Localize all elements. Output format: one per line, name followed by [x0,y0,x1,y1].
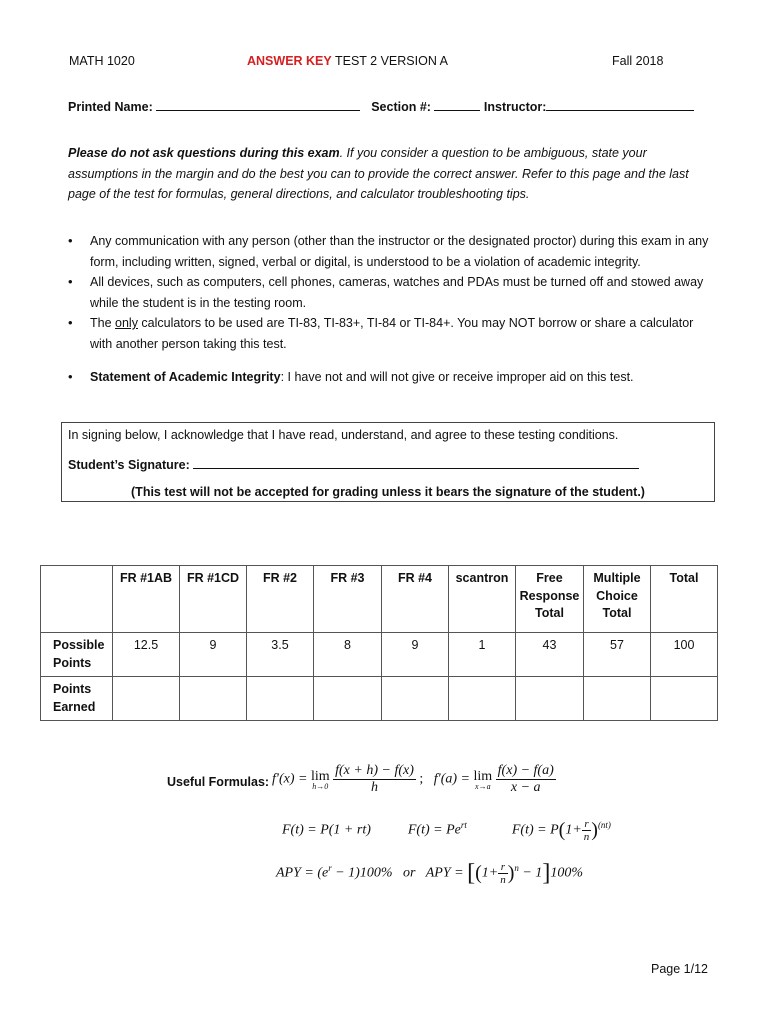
printed-name-label: Printed Name: [68,100,153,114]
table-header-cell: Free Response Total [516,566,584,633]
table-cell: 57 [584,633,651,677]
rule-calculators-pre: The [90,316,116,330]
table-header-row [41,566,718,633]
derivative-formula: f′(x) = lim h→0 $\frac{f(x + h) - f(x)}{h}$ ; f′(a) = lim x→a $\frac{f(x) - f(a)}{x - a}$ [272,763,554,795]
table-header-cell: FR #3 [314,566,382,633]
course-code: MATH 1020 [69,54,135,68]
rule-calculators [66,313,716,354]
rule-calculators-post: calculators to be used are TI-83, TI-83+, TI-84 or TI-84+. You may NOT borrow or share a calculator with another person taking this test. [90,316,694,351]
rule-devices: • All devices, such as computers, cell phones, cameras, watches and PDAs must be turned off and stowed away while the student is in the testing room. [66,272,716,313]
table-row [41,677,718,721]
table-header-cell: FR #4 [382,566,449,633]
table-cell: 9 [382,633,449,677]
table-cell: 1 [449,633,516,677]
table-cell: 12.5 [113,633,180,677]
table-header-cell: FR #1AB [113,566,180,633]
table-cell[interactable] [113,677,180,721]
acknowledgement-text: In signing below, I acknowledge that I have read, understand, and agree to these testing conditions. [68,428,619,442]
table-header-cell: FR #2 [247,566,314,633]
table-cell[interactable] [382,677,449,721]
table-cell: 8 [314,633,382,677]
term-label: Fall 2018 [612,54,664,68]
table-header-cell: Total [651,566,718,633]
test-title [247,54,448,68]
instructions-text: . If you consider a question to be ambiguous, state your assumptions in the margin and do the best you can to provide the correct answer. Refer to this page and the last page of the test for formulas, general directions, and calculator troubleshooting tips. [68,146,689,201]
table-cell: 100 [651,633,718,677]
table-corner-cell [41,566,113,633]
page-number: Page 1/12 [651,962,708,976]
student-info-row [68,98,694,114]
acknowledgement-box [61,422,715,502]
table-cell[interactable] [180,677,247,721]
signature-label: Student’s Signature: [68,458,190,472]
instructor-label: Instructor: [483,100,547,114]
interest-formulas: F(t) = P(1 + rt) $F(t) = Pe^{rt}$ F(t) = P(1+ $\frac{r}{n}$ )$^{(nt)}$ [282,818,611,843]
section-label: Section #: [371,100,431,114]
integrity-text: : I have not and will not give or receive improper aid on this test. [280,370,634,384]
exam-rules-list [66,231,716,388]
signature-row [68,456,639,472]
instructor-field[interactable] [546,98,694,111]
or-word: or [403,865,416,881]
table-header-cell: Multiple Choice Total [584,566,651,633]
rule-calculators-underlined: only [115,316,138,330]
table-cell: 9 [180,633,247,677]
instructions-bold: Please do not ask questions during this exam [68,146,340,160]
apy-formulas: APY = $(e^r - 1)100\%$ or APY = [(1+ $\frac{r}{n}$ )$^n$ − 1]100% [276,860,583,886]
rule-communication: • Any communication with any person (other than the instructor or the designated proctor) during this exam in any form, including written, signed, verbal or digital, is understood to be a violation of academic integrity. [66,231,716,272]
table-header-cell: FR #1CD [180,566,247,633]
score-table [40,565,718,721]
formula-separator: ; [419,771,424,787]
signature-field[interactable] [193,456,639,469]
table-cell[interactable] [314,677,382,721]
table-cell: 3.5 [247,633,314,677]
table-cell[interactable] [516,677,584,721]
row-label-cell: Points Earned [41,677,113,721]
printed-name-field[interactable] [156,98,360,111]
table-cell[interactable] [449,677,516,721]
instructions-paragraph [68,143,718,205]
table-row [41,633,718,677]
table-cell: 43 [516,633,584,677]
integrity-label: Statement of Academic Integrity [90,370,281,384]
section-field[interactable] [434,98,480,111]
answer-key-label: ANSWER KEY [247,54,332,68]
signature-note: (This test will not be accepted for grading unless it bears the signature of the student.) [131,485,645,499]
table-cell[interactable] [651,677,718,721]
table-cell[interactable] [584,677,651,721]
rule-integrity [66,367,716,388]
table-header-cell: scantron [449,566,516,633]
test-version-label: TEST 2 VERSION A [331,54,448,68]
table-cell[interactable] [247,677,314,721]
formulas-label: Useful Formulas: [167,775,270,789]
row-label-cell: Possible Points [41,633,113,677]
